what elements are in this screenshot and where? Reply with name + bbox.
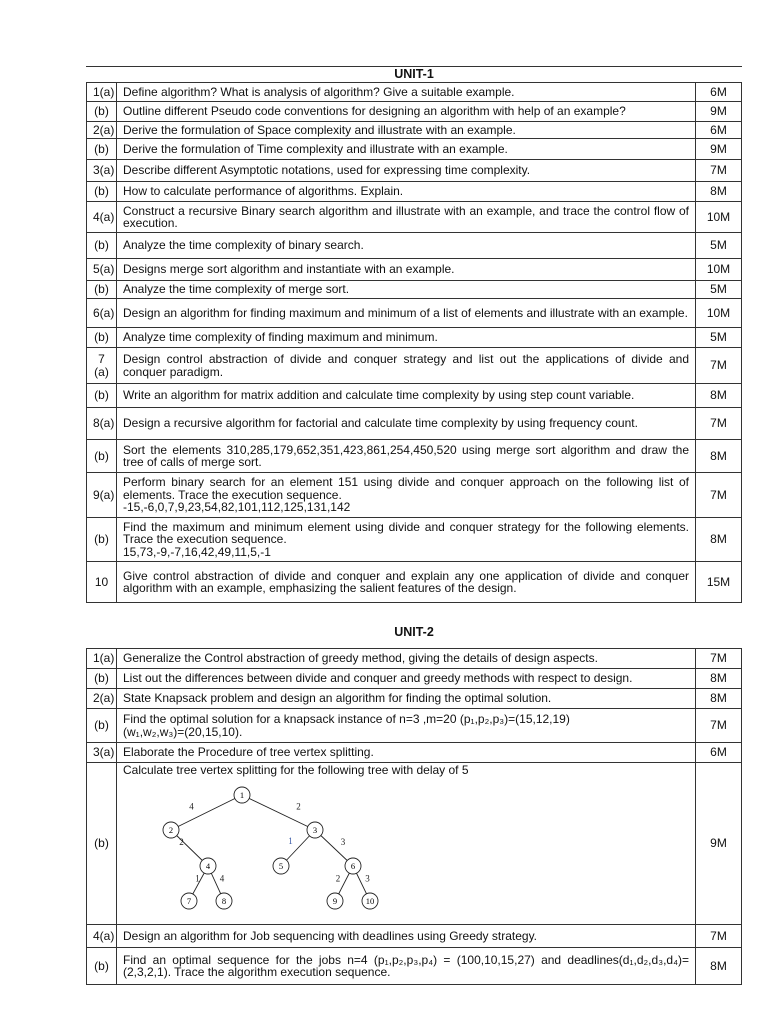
question-row [87, 281, 742, 299]
edge-weight-label: 2 [296, 801, 301, 811]
question-text-line: Design control abstraction of divide and conquer strategy and list out the applications of divide and conquer paradigm. [123, 352, 689, 379]
question-text-line: Elaborate the Procedure of tree vertex splitting. [123, 745, 374, 760]
question-row [87, 925, 742, 948]
question-text [117, 669, 696, 689]
question-marks: 8M [696, 669, 742, 689]
question-row [87, 182, 742, 202]
question-number: (b) [87, 182, 117, 202]
question-number: (b) [87, 233, 117, 259]
question-text-line: Analyze time complexity of finding maximum and minimum. [123, 330, 438, 345]
question-row [87, 328, 742, 348]
question-text-line: Design an algorithm for finding maximum and minimum of a list of elements and illustrate with an example. [123, 305, 688, 320]
question-number: 8(a) [87, 408, 117, 440]
question-text-part: Find an optimal sequence for the jobs n=4 (p [123, 952, 385, 967]
question-text-line: Define algorithm? What is analysis of algorithm? Give a suitable example. [123, 84, 515, 99]
question-row [87, 139, 742, 160]
question-number: 3(a) [87, 743, 117, 763]
question-number: 1(a) [87, 83, 117, 102]
question-text [117, 649, 696, 669]
question-marks: 6M [696, 83, 742, 102]
question-row [87, 518, 742, 562]
question-text [117, 281, 696, 299]
question-text [117, 182, 696, 202]
question-number: (b) [87, 709, 117, 743]
question-row [87, 233, 742, 259]
question-row [87, 348, 742, 384]
edge-weight-label: 4 [219, 873, 225, 883]
question-marks: 7M [696, 408, 742, 440]
question-text [117, 440, 696, 473]
unit-2-question-table [86, 648, 742, 985]
question-number: (b) [87, 384, 117, 408]
edge-weight-label: 1 [195, 873, 200, 883]
question-row [87, 299, 742, 328]
question-marks: 10M [696, 202, 742, 233]
question-text [117, 763, 696, 925]
tree-node-label: 8 [221, 895, 227, 906]
tree-node-label: 4 [205, 860, 211, 871]
question-row [87, 743, 742, 763]
question-marks: 8M [696, 518, 742, 562]
question-marks: 7M [696, 649, 742, 669]
unit-2-title: UNIT-2 [394, 625, 434, 639]
tree-node-label: 6 [350, 860, 356, 871]
question-marks: 8M [696, 440, 742, 473]
question-marks: 8M [696, 182, 742, 202]
tree-node-label: 1 [239, 789, 245, 800]
question-marks: 7M [696, 925, 742, 948]
question-row [87, 473, 742, 518]
question-text [117, 328, 696, 348]
tree-diagram [145, 783, 385, 915]
question-text-line: How to calculate performance of algorithms. Explain. [123, 184, 404, 199]
question-data-line: -15,-6,0,7,9,23,54,82,101,112,125,131,142 [123, 500, 351, 515]
edge-weight-label: 2 [335, 873, 341, 883]
question-number: 4(a) [87, 925, 117, 948]
question-number: (b) [87, 440, 117, 473]
question-number: 2(a) [87, 689, 117, 709]
tree-edge [171, 795, 242, 830]
question-number: 3(a) [87, 160, 117, 182]
unit-1-question-table [86, 82, 742, 603]
question-number: (b) [87, 102, 117, 122]
question-text [117, 160, 696, 182]
question-marks: 5M [696, 328, 742, 348]
question-text [117, 139, 696, 160]
question-text-line: Give control abstraction of divide and conquer and explain any one application of divide and conquer algorithm with an example, emphasizing the salient features of the design. [123, 568, 689, 595]
question-text-part: )=(15,12,19) [504, 712, 570, 726]
question-text [117, 689, 696, 709]
question-text [117, 83, 696, 102]
question-marks: 7M [696, 473, 742, 518]
question-row [87, 440, 742, 473]
question-text [117, 259, 696, 281]
tree-node-label: 5 [278, 860, 284, 871]
question-row [87, 562, 742, 603]
question-row [87, 709, 742, 743]
question-number: 4(a) [87, 202, 117, 233]
question-marks: 8M [696, 689, 742, 709]
question-marks: 6M [696, 743, 742, 763]
edge-weight-label: 3 [340, 836, 346, 847]
question-text-line: Construct a recursive Binary search algorithm and illustrate with an example, and trace the control flow of execution. [123, 203, 689, 230]
question-marks: 7M [696, 348, 742, 384]
question-text-line: Analyze the time complexity of binary search. [123, 238, 364, 253]
tree-node-label: 7 [186, 895, 192, 906]
question-text-line: State Knapsack problem and design an algorithm for finding the optimal solution. [123, 691, 552, 706]
question-text-line: Describe different Asymptotic notations, used for expressing time complexity. [123, 163, 531, 178]
question-text-part: )=(20,15,10). [173, 724, 243, 739]
tree-node-label: 3 [312, 824, 318, 835]
question-text [117, 202, 696, 233]
question-row [87, 122, 742, 139]
question-text [117, 299, 696, 328]
question-marks: 10M [696, 299, 742, 328]
question-number: 1(a) [87, 649, 117, 669]
question-marks: 8M [696, 384, 742, 408]
question-marks: 9M [696, 102, 742, 122]
question-number: (b) [87, 281, 117, 299]
question-text-line: Perform binary search for an element 151 using divide and conquer approach on the following list of elements. Trace the execution sequence. [123, 475, 689, 502]
question-number: 9(a) [87, 473, 117, 518]
question-text-part: Find the optimal solution for a knapsack instance of n=3 ,m=20 (p [123, 712, 471, 726]
question-text [117, 233, 696, 259]
question-number: 6(a) [87, 299, 117, 328]
question-row [87, 160, 742, 182]
question-row [87, 202, 742, 233]
question-number: (b) [87, 518, 117, 562]
question-text-line: Calculate tree vertex splitting for the following tree with delay of 5 [123, 763, 469, 777]
question-number: (b) [87, 948, 117, 985]
tree-node-label: 10 [365, 895, 375, 906]
tree-node-label: 9 [332, 895, 338, 906]
question-marks: 6M [696, 122, 742, 139]
question-text [117, 122, 696, 139]
question-data-line: 15,73,-9,-7,16,42,49,11,5,-1 [123, 544, 271, 559]
question-row [87, 408, 742, 440]
question-text-line: Find the maximum and minimum element using divide and conquer strategy for the following elements. Trace the execution sequence. [123, 519, 689, 547]
edge-weight-label: 3 [365, 873, 370, 883]
question-marks: 7M [696, 160, 742, 182]
question-text-line: Derive the formulation of Time complexity and illustrate with an example. [123, 141, 508, 156]
question-text [117, 925, 696, 948]
tree-edge [242, 795, 315, 830]
unit-1-title: UNIT-1 [394, 67, 434, 81]
question-row [87, 384, 742, 408]
question-text-line: List out the differences between divide and conquer and greedy methods with respect to design. [123, 671, 633, 686]
question-text-part: ) = (100,10,15,27) and deadlines(d [433, 952, 630, 967]
question-text [117, 408, 696, 440]
question-row [87, 102, 742, 122]
question-row [87, 689, 742, 709]
edge-weight-label: 1 [288, 835, 293, 846]
question-number: 10 [87, 562, 117, 603]
edge-weight-label: 4 [189, 801, 194, 811]
question-row [87, 763, 742, 925]
question-marks: 5M [696, 281, 742, 299]
question-row [87, 649, 742, 669]
question-text-line: Generalize the Control abstraction of greedy method, giving the details of design aspects. [123, 651, 598, 666]
edge-weight-label: 2 [179, 836, 184, 847]
question-marks: 15M [696, 562, 742, 603]
tree-node-label: 2 [168, 824, 174, 835]
question-number: 2(a) [87, 122, 117, 139]
question-text [117, 384, 696, 408]
question-row [87, 259, 742, 281]
question-marks: 8M [696, 948, 742, 985]
question-text-line: Analyze the time complexity of merge sort. [123, 282, 350, 297]
question-text-line: Outline different Pseudo code conventions for designing an algorithm with help of an example? [123, 104, 626, 119]
question-row [87, 83, 742, 102]
question-number: 7 (a) [87, 348, 117, 384]
question-text [117, 102, 696, 122]
question-text-line: Derive the formulation of Space complexity and illustrate with an example. [123, 122, 516, 137]
question-marks: 10M [696, 259, 742, 281]
question-text-line: Sort the elements 310,285,179,652,351,423,861,254,450,520 using merge sort algorithm and draw the tree of calls of merge sort. [123, 442, 689, 469]
question-text [117, 348, 696, 384]
question-text-line: Write an algorithm for matrix addition and calculate time complexity by using step count variable. [123, 388, 635, 403]
question-number: (b) [87, 763, 117, 925]
question-text [117, 562, 696, 603]
question-text-line: Design an algorithm for Job sequencing with deadlines using Greedy strategy. [123, 928, 538, 943]
question-marks: 7M [696, 709, 742, 743]
question-number: (b) [87, 139, 117, 160]
question-text-line: Design a recursive algorithm for factorial and calculate time complexity by using frequency count. [123, 416, 638, 431]
question-text: Find an optimal sequence for the jobs n=4 (p₁,p₂,p₃,p₄) = (100,10,15,27) and deadlines(d₁,d₂,d₃,d₄)=(2,3,2,1). Trace the algorithm execution sequence. [117, 948, 696, 985]
question-text [117, 518, 696, 562]
question-text-part: )=(2,3,2,1). Trace the algorithm execution sequence. [123, 952, 689, 979]
question-row [87, 669, 742, 689]
question-number: (b) [87, 669, 117, 689]
question-number: (b) [87, 328, 117, 348]
question-text [117, 743, 696, 763]
question-marks: 5M [696, 233, 742, 259]
question-text [117, 473, 696, 518]
question-number: 5(a) [87, 259, 117, 281]
question-text: Find the optimal solution for a knapsack instance of n=3 ,m=20 (p₁,p₂,p₃)=(15,12,19) (w₁,w₂,w₃)=(20,15,10). [117, 709, 696, 743]
question-text-line: Designs merge sort algorithm and instantiate with an example. [123, 262, 455, 277]
question-marks: 9M [696, 139, 742, 160]
question-marks: 9M [696, 763, 742, 925]
question-row [87, 948, 742, 985]
